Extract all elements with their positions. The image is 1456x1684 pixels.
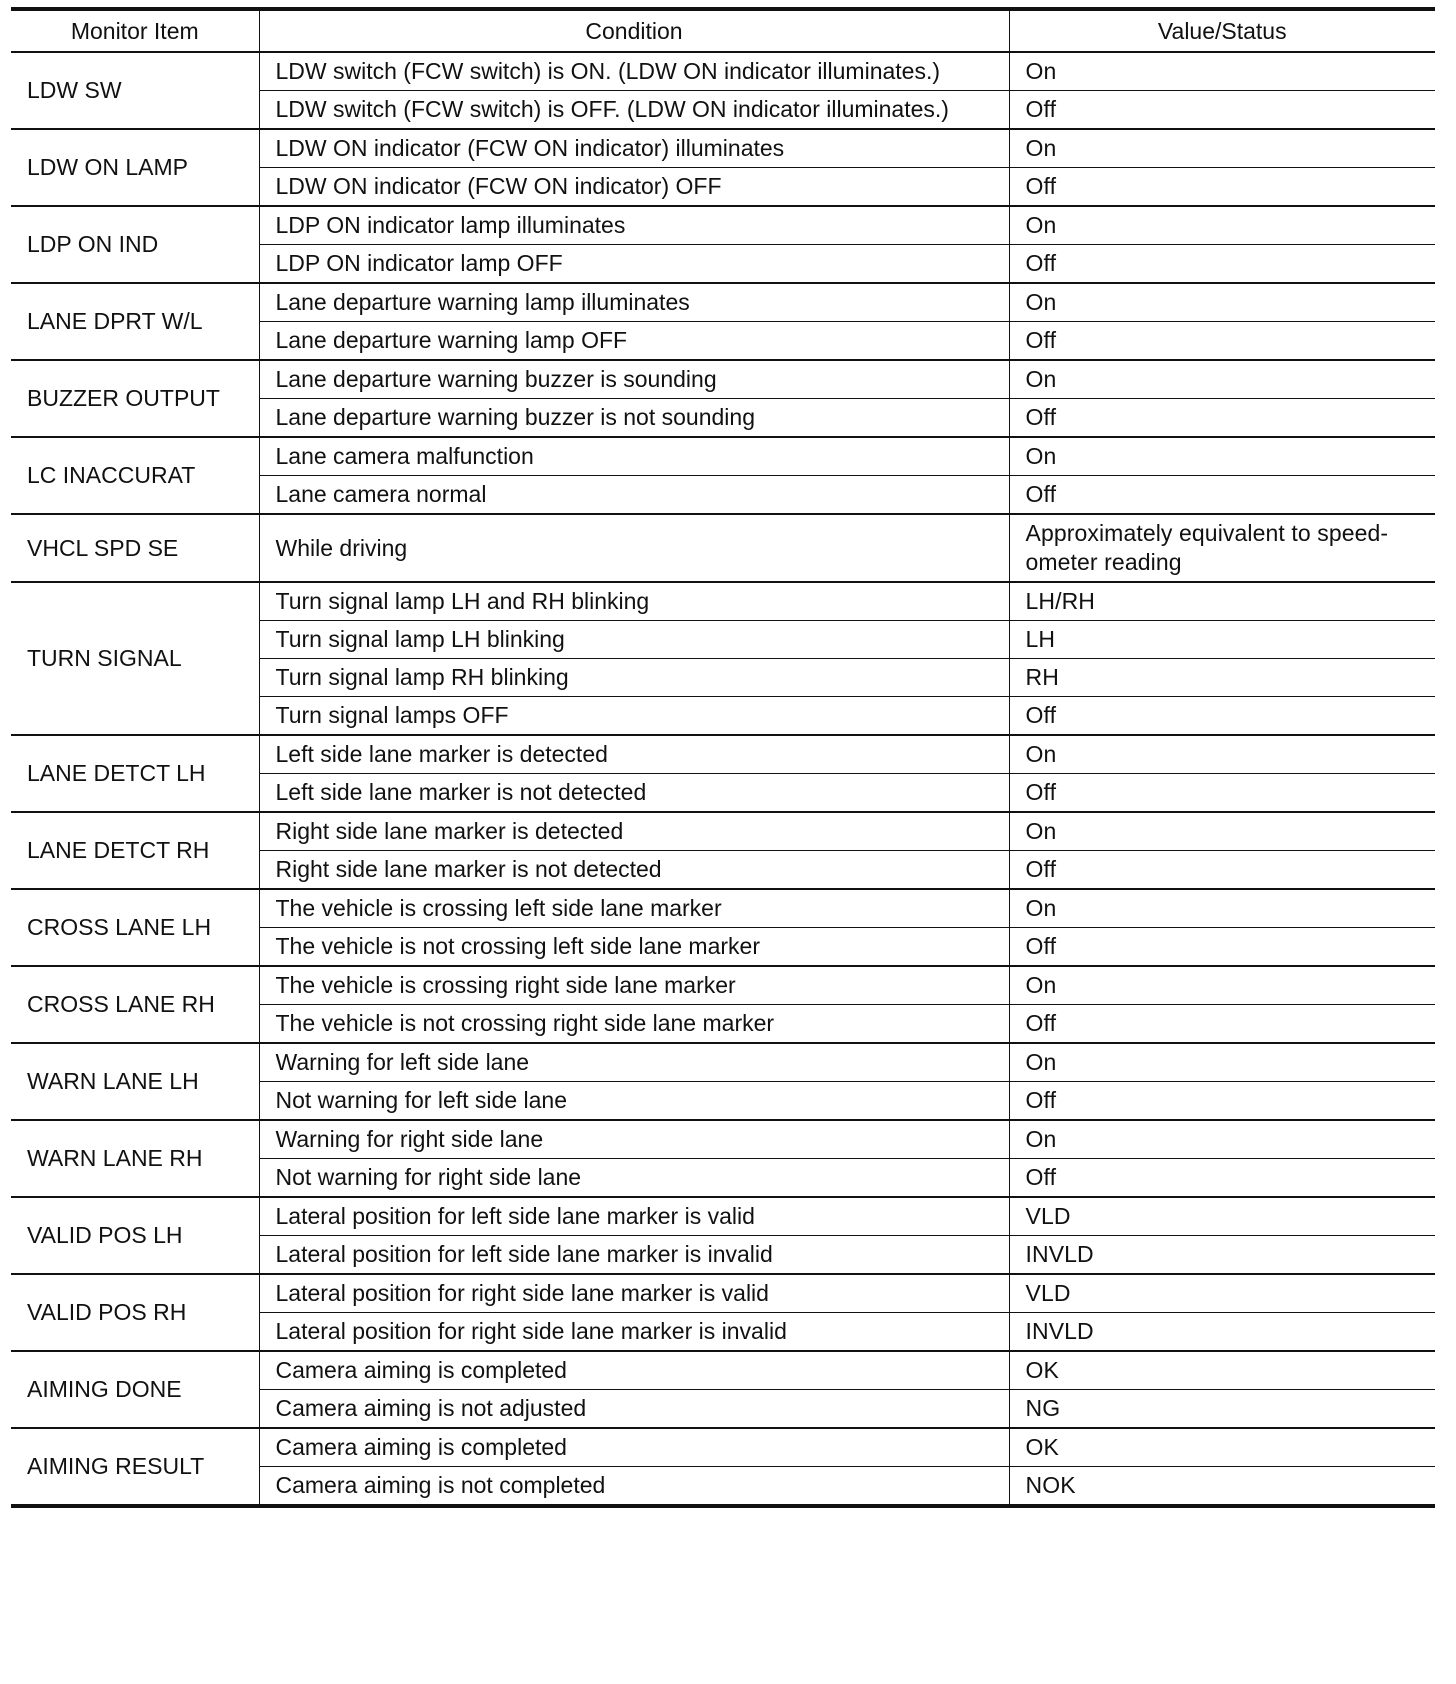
value-status-cell: On	[1009, 360, 1435, 399]
value-status-cell: On	[1009, 129, 1435, 168]
monitor-table	[11, 7, 1435, 1508]
condition-cell: Turn signal lamp RH blinking	[259, 659, 1009, 697]
header-value-status: Value/Status	[1009, 9, 1435, 52]
value-status-cell: Approximately equivalent to speed-ometer reading	[1009, 514, 1435, 582]
table-header	[11, 9, 1435, 52]
table-row	[11, 437, 1435, 476]
value-status-cell: Off	[1009, 928, 1435, 967]
condition-cell: The vehicle is not crossing left side lane marker	[259, 928, 1009, 967]
condition-cell: Camera aiming is completed	[259, 1428, 1009, 1467]
condition-cell: Lateral position for left side lane marker is invalid	[259, 1236, 1009, 1275]
header-row	[11, 9, 1435, 52]
monitor-item-cell: AIMING RESULT	[11, 1428, 259, 1506]
value-status-cell: Off	[1009, 697, 1435, 736]
value-status-cell: OK	[1009, 1428, 1435, 1467]
condition-cell: Left side lane marker is not detected	[259, 774, 1009, 813]
condition-cell: Lane departure warning buzzer is not sounding	[259, 399, 1009, 438]
condition-cell: The vehicle is crossing right side lane marker	[259, 966, 1009, 1005]
monitor-item-cell: LANE DETCT LH	[11, 735, 259, 812]
condition-cell: Right side lane marker is detected	[259, 812, 1009, 851]
monitor-item-cell: LANE DETCT RH	[11, 812, 259, 889]
table-row	[11, 129, 1435, 168]
table-row	[11, 206, 1435, 245]
monitor-item-cell: CROSS LANE LH	[11, 889, 259, 966]
monitor-item-cell: BUZZER OUTPUT	[11, 360, 259, 437]
condition-cell: Lane departure warning lamp OFF	[259, 322, 1009, 361]
table-row	[11, 1120, 1435, 1159]
value-status-cell: On	[1009, 283, 1435, 322]
value-status-cell: Off	[1009, 91, 1435, 130]
table-row	[11, 889, 1435, 928]
value-status-cell: Off	[1009, 851, 1435, 890]
table-row	[11, 1274, 1435, 1313]
table-row	[11, 514, 1435, 582]
condition-cell: Turn signal lamp LH blinking	[259, 621, 1009, 659]
condition-cell: Camera aiming is not completed	[259, 1467, 1009, 1507]
condition-cell: Lane departure warning buzzer is sounding	[259, 360, 1009, 399]
condition-cell: Left side lane marker is detected	[259, 735, 1009, 774]
monitor-item-cell: AIMING DONE	[11, 1351, 259, 1428]
value-status-cell: RH	[1009, 659, 1435, 697]
value-status-cell: LH	[1009, 621, 1435, 659]
table-row	[11, 582, 1435, 621]
condition-cell: The vehicle is crossing left side lane marker	[259, 889, 1009, 928]
value-status-cell: Off	[1009, 1159, 1435, 1198]
monitor-item-cell: LANE DPRT W/L	[11, 283, 259, 360]
condition-cell: Warning for right side lane	[259, 1120, 1009, 1159]
value-status-cell: NG	[1009, 1390, 1435, 1429]
value-status-cell: Off	[1009, 399, 1435, 438]
monitor-item-cell: CROSS LANE RH	[11, 966, 259, 1043]
condition-cell: Lateral position for left side lane marker is valid	[259, 1197, 1009, 1236]
monitor-item-cell: LDW ON LAMP	[11, 129, 259, 206]
condition-cell: Lateral position for right side lane marker is invalid	[259, 1313, 1009, 1352]
value-status-cell: Off	[1009, 168, 1435, 207]
condition-cell: While driving	[259, 514, 1009, 582]
value-status-cell: On	[1009, 1120, 1435, 1159]
value-status-cell: VLD	[1009, 1197, 1435, 1236]
value-status-cell: VLD	[1009, 1274, 1435, 1313]
header-condition: Condition	[259, 9, 1009, 52]
monitor-item-cell: LDP ON IND	[11, 206, 259, 283]
table-row	[11, 360, 1435, 399]
condition-cell: Lane departure warning lamp illuminates	[259, 283, 1009, 322]
condition-cell: Turn signal lamp LH and RH blinking	[259, 582, 1009, 621]
value-status-cell: Off	[1009, 476, 1435, 515]
value-status-cell: INVLD	[1009, 1236, 1435, 1275]
condition-cell: LDW ON indicator (FCW ON indicator) OFF	[259, 168, 1009, 207]
table-row	[11, 1351, 1435, 1390]
value-status-cell: OK	[1009, 1351, 1435, 1390]
value-status-cell: Off	[1009, 322, 1435, 361]
condition-cell: Turn signal lamps OFF	[259, 697, 1009, 736]
value-status-cell: Off	[1009, 1082, 1435, 1121]
condition-cell: Not warning for right side lane	[259, 1159, 1009, 1198]
monitor-item-cell: WARN LANE LH	[11, 1043, 259, 1120]
value-status-cell: NOK	[1009, 1467, 1435, 1507]
monitor-item-cell: VHCL SPD SE	[11, 514, 259, 582]
condition-cell: The vehicle is not crossing right side lane marker	[259, 1005, 1009, 1044]
table-row	[11, 812, 1435, 851]
table-row	[11, 735, 1435, 774]
value-status-cell: On	[1009, 966, 1435, 1005]
value-status-cell: On	[1009, 52, 1435, 91]
condition-cell: Lane camera normal	[259, 476, 1009, 515]
table-row	[11, 1043, 1435, 1082]
condition-cell: Right side lane marker is not detected	[259, 851, 1009, 890]
table-row	[11, 52, 1435, 91]
monitor-item-cell: VALID POS LH	[11, 1197, 259, 1274]
table-body	[11, 52, 1435, 1506]
header-monitor-item: Monitor Item	[11, 9, 259, 52]
value-status-cell: On	[1009, 735, 1435, 774]
value-status-cell: INVLD	[1009, 1313, 1435, 1352]
table-row	[11, 1197, 1435, 1236]
monitor-item-cell: LC INACCURAT	[11, 437, 259, 514]
monitor-item-cell: TURN SIGNAL	[11, 582, 259, 735]
value-status-cell: On	[1009, 1043, 1435, 1082]
value-status-cell: Off	[1009, 1005, 1435, 1044]
condition-cell: LDP ON indicator lamp OFF	[259, 245, 1009, 284]
monitor-item-cell: LDW SW	[27, 77, 122, 103]
value-status-cell: On	[1009, 812, 1435, 851]
condition-cell: LDW switch (FCW switch) is ON. (LDW ON indicator illuminates.)	[259, 52, 1009, 91]
value-status-cell: On	[1009, 206, 1435, 245]
condition-cell: Warning for left side lane	[259, 1043, 1009, 1082]
condition-cell: Lateral position for right side lane marker is valid	[259, 1274, 1009, 1313]
condition-cell: Lane camera malfunction	[259, 437, 1009, 476]
condition-cell: Camera aiming is not adjusted	[259, 1390, 1009, 1429]
value-status-cell: On	[1009, 889, 1435, 928]
value-status-cell: Off	[1009, 245, 1435, 284]
condition-cell: LDW ON indicator (FCW ON indicator) illuminates	[259, 129, 1009, 168]
document-page	[11, 7, 1435, 1508]
condition-cell: Not warning for left side lane	[259, 1082, 1009, 1121]
monitor-item-cell: VALID POS RH	[11, 1274, 259, 1351]
condition-cell: LDW switch (FCW switch) is OFF. (LDW ON indicator illuminates.)	[259, 91, 1009, 130]
value-status-cell: LH/RH	[1009, 582, 1435, 621]
monitor-item-cell: WARN LANE RH	[11, 1120, 259, 1197]
value-status-cell: On	[1009, 437, 1435, 476]
value-status-cell: Off	[1009, 774, 1435, 813]
condition-cell: Camera aiming is completed	[259, 1351, 1009, 1390]
table-row	[11, 1428, 1435, 1467]
table-row	[11, 966, 1435, 1005]
condition-cell: LDP ON indicator lamp illuminates	[259, 206, 1009, 245]
table-row	[11, 283, 1435, 322]
